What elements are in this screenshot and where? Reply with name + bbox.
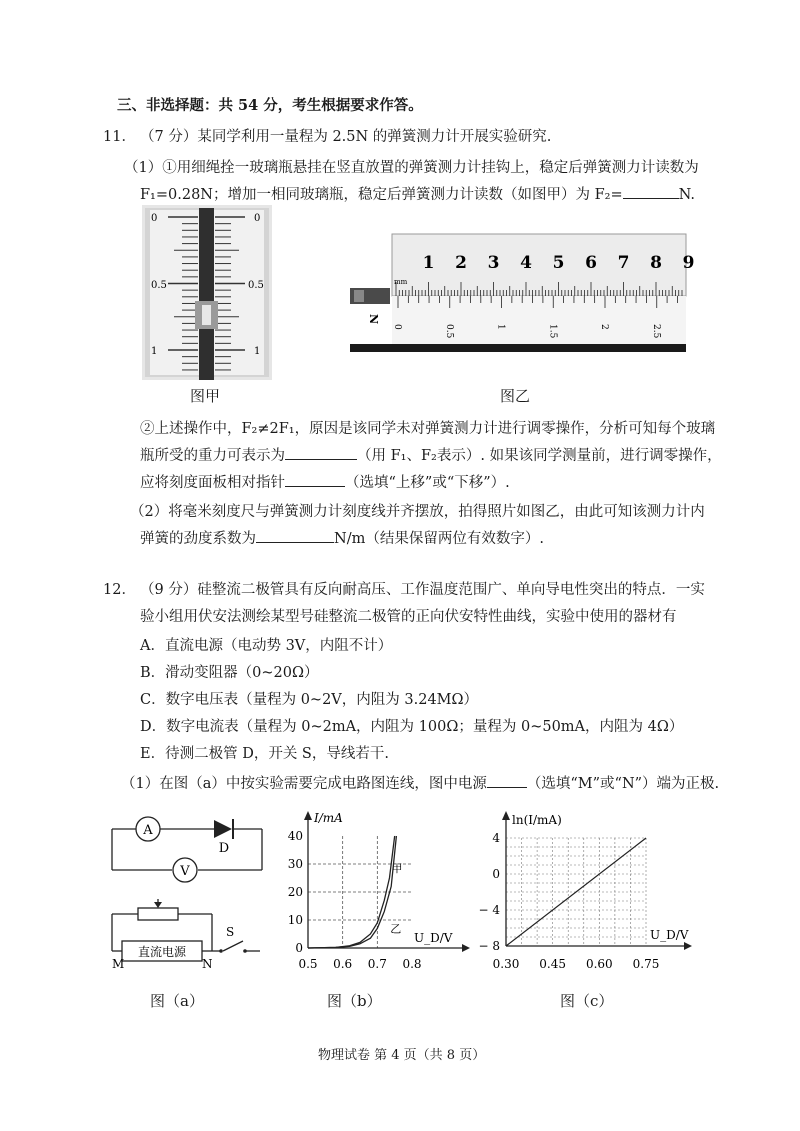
rheostat-slider bbox=[154, 902, 162, 908]
q11-p1-line2-text: F₁=0.28N；增加一相同玻璃瓶，稳定后弹簧测力计读数（如图甲）为 F₂= bbox=[140, 187, 623, 203]
ruler-number: 1 bbox=[422, 253, 435, 273]
x-tick-label: 0.75 bbox=[632, 957, 660, 971]
spring-scale-figure bbox=[142, 205, 272, 380]
terminal-m-label: M bbox=[112, 957, 125, 971]
y-tick-label: 4 bbox=[492, 831, 500, 845]
page-footer: 物理试卷 第 4 页（共 8 页） bbox=[318, 1048, 486, 1063]
ruler-number: 3 bbox=[487, 253, 500, 273]
x-tick-label: 0.6 bbox=[333, 957, 353, 971]
q12-option-e: E．待测二极管 D，开关 S，导线若干. bbox=[140, 746, 389, 762]
ruler-number: 5 bbox=[552, 253, 565, 273]
section-header: 三、非选择题：共 54 分，考生根据要求作答。 bbox=[117, 97, 423, 114]
q12-p1-text: （1）在图（a）中按实验需要完成电路图连线，图中电源 bbox=[121, 776, 487, 792]
q12-option-a: A．直流电源（电动势 3V，内阻不计） bbox=[140, 638, 393, 654]
q12-intro-line2: 验小组用伏安法测绘某型号硅整流二极管的正向伏安特性曲线，实验中使用的器材有 bbox=[140, 609, 677, 625]
x-tick-label: 0.45 bbox=[539, 957, 567, 971]
chart-ln-i-u bbox=[476, 808, 696, 978]
newton-label: 0 bbox=[392, 324, 402, 330]
y-tick-label: 10 bbox=[287, 913, 303, 927]
mm-ruler-numbers bbox=[423, 253, 695, 273]
tick-label-left-0-5: 0.5 bbox=[151, 280, 167, 291]
tick-label-left-0: 0 bbox=[151, 213, 158, 224]
chart-iu-curve bbox=[282, 808, 472, 978]
diode-label: D bbox=[218, 841, 230, 856]
mm-ruler bbox=[392, 234, 686, 296]
x-axis-arrow bbox=[462, 944, 470, 952]
q11-number: 11． bbox=[103, 129, 136, 145]
q11-p1-unit: N. bbox=[678, 187, 696, 203]
q12-option-b: B．滑动变阻器（0~20Ω） bbox=[140, 665, 319, 681]
q12-option-c: C．数字电压表（量程为 0~2V，内阻为 3.24MΩ） bbox=[140, 692, 479, 708]
q11-p2-line1: ②上述操作中，F₂≠2F₁，原因是该同学未对弹簧测力计进行调零操作，分析可知每个玻璃 bbox=[140, 421, 716, 437]
mm-unit-label: mm bbox=[394, 278, 408, 286]
tick-label-left-1: 1 bbox=[151, 346, 158, 357]
x-axis-arrow bbox=[684, 942, 692, 950]
fig-yi-caption: 图乙 bbox=[500, 387, 531, 405]
q11-p3-line1: （2）将毫米刻度尺与弹簧测力计刻度线并齐摆放，拍得照片如图乙，由此可知该测力计内 bbox=[130, 504, 705, 520]
series-label: 乙 bbox=[390, 922, 402, 936]
q11-p2-line2-rest: （用 F₁、F₂表示）. 如果该同学测量前，进行调零操作， bbox=[357, 448, 722, 464]
q11-p2-line3 bbox=[140, 471, 510, 492]
fig-c-caption: 图（c） bbox=[560, 992, 614, 1010]
ruler-number: 2 bbox=[455, 253, 467, 273]
newton-scale bbox=[392, 296, 686, 344]
answer-blank-stiffness[interactable] bbox=[256, 528, 334, 543]
newton-label: 1 bbox=[495, 324, 506, 330]
q11-p2-line3-text: 应将刻度面板相对指针 bbox=[140, 475, 285, 491]
x-tick-label: 0.60 bbox=[585, 957, 613, 971]
circuit-diagram bbox=[110, 810, 275, 975]
y-axis-arrow bbox=[304, 811, 312, 820]
x-axis-label: U_D/V bbox=[414, 931, 453, 945]
fig-a-caption: 图（a） bbox=[150, 992, 204, 1010]
q11-p2-line3-rest: （选填“上移”或“下移”）. bbox=[345, 475, 510, 491]
q11-p3-line2 bbox=[140, 527, 544, 548]
answer-blank-f2[interactable] bbox=[623, 184, 679, 199]
newton-label: 0.5 bbox=[443, 324, 454, 339]
photo-bottom-edge bbox=[350, 344, 686, 352]
y-tick-label: 0 bbox=[492, 867, 500, 881]
ruler-number: 4 bbox=[520, 253, 532, 273]
y-axis-label: I/mA bbox=[314, 811, 343, 825]
x-tick-label: 0.7 bbox=[367, 957, 387, 971]
ruler-number: 6 bbox=[585, 253, 597, 273]
series-label: 甲 bbox=[391, 862, 403, 875]
x-tick-label: 0.5 bbox=[298, 957, 318, 971]
y-tick-label: − 4 bbox=[478, 903, 500, 917]
answer-blank-gravity[interactable] bbox=[285, 445, 357, 460]
q12-intro-line1: （9 分）硅整流二极管具有反向耐高压、工作温度范围广、单向导电性突出的特点．一实 bbox=[140, 582, 705, 598]
answer-blank-direction[interactable] bbox=[285, 472, 345, 487]
voltmeter-label: V bbox=[180, 864, 190, 879]
q12-p1-rest: （选填“M”或“N”）端为正极. bbox=[526, 776, 720, 792]
x-tick-label: 0.8 bbox=[402, 957, 422, 971]
switch-label: S bbox=[226, 925, 235, 939]
newton-unit-label: N bbox=[367, 314, 380, 325]
q11-p1-line1: （1）①用细绳拴一玻璃瓶悬挂在竖直放置的弹簧测力计挂钩上，稳定后弹簧测力计读数为 bbox=[124, 160, 699, 176]
q11-p2-line2-text: 瓶所受的重力可表示为 bbox=[140, 448, 285, 464]
ammeter-label: A bbox=[143, 823, 153, 838]
rheostat-symbol bbox=[138, 908, 178, 920]
ruler-number: 7 bbox=[617, 253, 630, 273]
power-source-label: 直流电源 bbox=[137, 945, 187, 959]
q12-p1 bbox=[121, 772, 719, 793]
ruler-number: 9 bbox=[682, 253, 695, 273]
spring-rod bbox=[199, 208, 214, 380]
y-axis-label: ln(I/mA) bbox=[512, 813, 562, 827]
fig-jia-caption: 图甲 bbox=[190, 387, 221, 405]
x-tick-label: 0.30 bbox=[492, 957, 520, 971]
fig-b-caption: 图（b） bbox=[327, 992, 382, 1010]
q12-number: 12． bbox=[103, 582, 136, 598]
diode-symbol bbox=[214, 819, 233, 839]
q11-p3-line2-text: 弹簧的劲度系数为 bbox=[140, 531, 256, 547]
x-axis-label: U_D/V bbox=[650, 928, 689, 942]
newton-label: 1.5 bbox=[547, 324, 558, 339]
q11-p3-line2-rest: N/m（结果保留两位有效数字）. bbox=[334, 531, 544, 547]
ruler-figure bbox=[350, 232, 695, 352]
ruler-number: 8 bbox=[650, 253, 662, 273]
y-tick-label: 40 bbox=[287, 829, 303, 843]
y-tick-label: 0 bbox=[295, 941, 303, 955]
tick-label-right-0-5: 0.5 bbox=[248, 280, 264, 291]
y-axis-arrow bbox=[502, 811, 510, 820]
q11-p1-line2 bbox=[140, 183, 695, 204]
q11-p2-line2 bbox=[140, 444, 722, 465]
tick-label-right-1: 1 bbox=[254, 346, 261, 357]
answer-blank-terminal[interactable] bbox=[487, 773, 527, 788]
q12-option-d: D．数字电流表（量程为 0~2mA，内阻为 100Ω；量程为 0~50mA，内阻为 4Ω） bbox=[140, 719, 684, 735]
q11-intro: （7 分）某同学利用一量程为 2.5N 的弹簧测力计开展实验研究. bbox=[140, 129, 552, 145]
terminal-n-label: N bbox=[202, 957, 213, 971]
y-tick-label: 20 bbox=[287, 885, 303, 899]
tick-label-right-0: 0 bbox=[254, 213, 261, 224]
pointer-highlight bbox=[202, 305, 211, 325]
newton-label: 2.5 bbox=[650, 324, 661, 339]
newton-label: 2 bbox=[599, 324, 609, 330]
y-tick-label: − 8 bbox=[478, 939, 500, 953]
y-tick-label: 30 bbox=[287, 857, 303, 871]
